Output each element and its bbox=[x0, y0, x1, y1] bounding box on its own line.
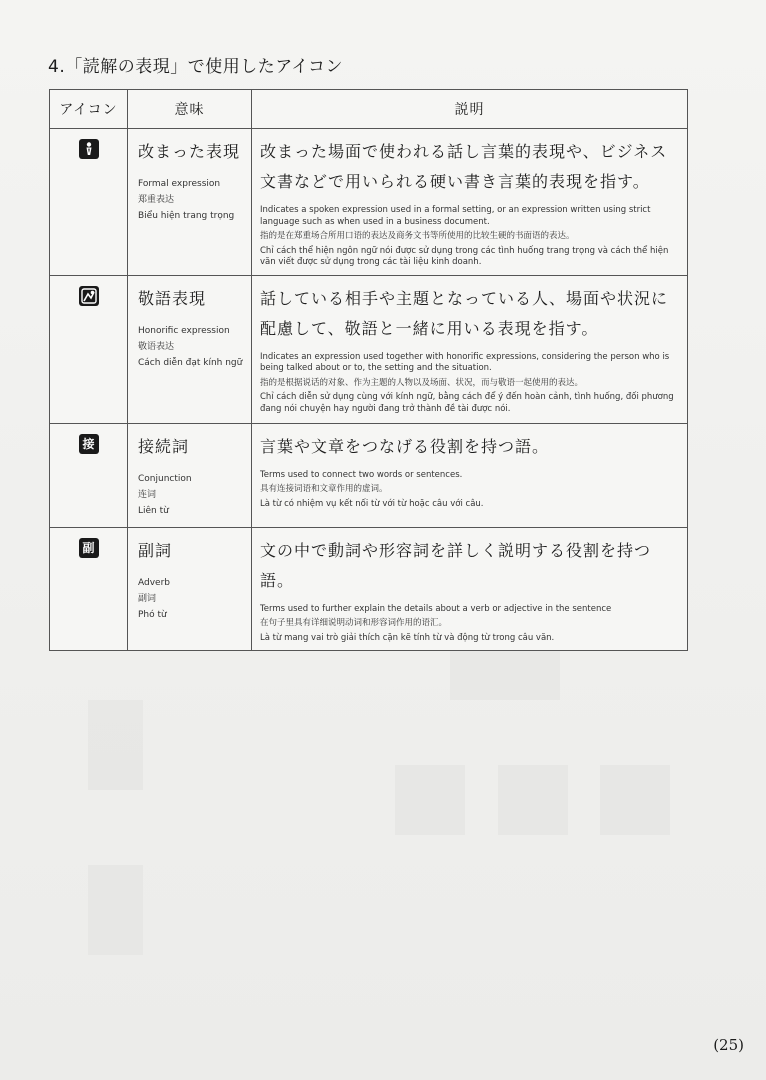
term-chinese: 郑重表达 bbox=[138, 195, 175, 205]
description-japanese: 文の中で動詞や形容詞を詳しく説明する役割を持つ語。 bbox=[260, 540, 652, 590]
term-vietnamese: Biểu hiện trang trọng bbox=[138, 211, 235, 221]
description-vietnamese: Chỉ cách diễn sử dụng cùng với kính ngữ, bằng cách để ý đến hoàn cảnh, tình huống, đối phương đang nói chuyện hay người đang trở thành đề tài được nói. bbox=[260, 392, 674, 414]
term-japanese: 改まった表現 bbox=[138, 142, 241, 161]
honorific-icon bbox=[79, 286, 99, 306]
formal-icon bbox=[79, 139, 99, 159]
term-cell bbox=[128, 129, 252, 276]
term-cell bbox=[128, 527, 252, 651]
table-row bbox=[50, 275, 688, 423]
description-cell bbox=[252, 527, 688, 651]
term-vietnamese: Cách diễn đạt kính ngữ bbox=[138, 357, 243, 368]
show-through-shape bbox=[88, 865, 143, 955]
description-chinese: 指的是根据说话的对象、作为主题的人物以及场面、状况，而与敬语一起使用的表达。 bbox=[260, 377, 584, 388]
description-vietnamese: Là từ mang vai trò giải thích cặn kẽ tính từ và động từ trong câu văn. bbox=[260, 632, 555, 643]
table-row bbox=[50, 129, 688, 276]
show-through-shape bbox=[88, 700, 143, 790]
icon-cell bbox=[50, 129, 128, 276]
term-vietnamese: Liên từ bbox=[138, 505, 169, 516]
show-through-shape bbox=[498, 765, 568, 835]
description-cell bbox=[252, 129, 688, 276]
header-icon: アイコン bbox=[50, 90, 128, 129]
description-english: Indicates a spoken expression used in a formal setting, or an expression written using strict language such as when used in a business document. bbox=[260, 205, 651, 227]
term-chinese: 副词 bbox=[138, 593, 157, 604]
description-japanese: 言葉や文章をつなげる役割を持つ語。 bbox=[260, 436, 550, 456]
term-english: Honorific expression bbox=[138, 325, 230, 336]
description-japanese: 話している相手や主題となっている人、場面や状況に配慮して、敬語と一緒に用いる表現を指す。 bbox=[260, 288, 669, 338]
icon-cell bbox=[50, 275, 128, 423]
term-english: Formal expression bbox=[138, 179, 221, 189]
term-cell bbox=[128, 423, 252, 527]
description-chinese: 具有连接词语和文章作用的虚词。 bbox=[260, 484, 388, 494]
term-vietnamese: Phó từ bbox=[138, 609, 167, 620]
table-row bbox=[50, 527, 688, 651]
header-meaning: 意味 bbox=[128, 90, 252, 129]
description-cell bbox=[252, 423, 688, 527]
section-heading: 4.「読解の表現」で使用したアイコン bbox=[48, 57, 344, 77]
term-english: Conjunction bbox=[138, 473, 192, 484]
term-chinese: 敬语表达 bbox=[138, 341, 175, 352]
page-number: (25) bbox=[713, 1036, 744, 1054]
show-through-shape bbox=[395, 765, 465, 835]
term-japanese: 接続詞 bbox=[138, 436, 190, 456]
term-japanese: 敬語表現 bbox=[138, 288, 207, 308]
icon-legend-table bbox=[49, 89, 688, 651]
description-chinese: 指的是在郑重场合所用口语的表达及商务文书等所使用的比较生硬的书面语的表达。 bbox=[260, 231, 575, 241]
description-vietnamese: Là từ có nhiệm vụ kết nối từ với từ hoặc câu với câu. bbox=[260, 498, 484, 509]
description-vietnamese: Chỉ cách thể hiện ngôn ngữ nói được sử dụng trong các tình huống trang trọng và cách thể hiện văn viết được sử dụng trong các tài liệu kinh doanh. bbox=[260, 245, 669, 267]
term-japanese: 副詞 bbox=[138, 540, 173, 560]
term-english: Adverb bbox=[138, 577, 170, 588]
show-through-shape bbox=[600, 765, 670, 835]
icon-cell bbox=[50, 527, 128, 651]
description-english: Indicates an expression used together with honorific expressions, considering the person who is being talked about or to, the setting and the situation. bbox=[260, 351, 670, 373]
adverb-icon: 副 bbox=[79, 538, 99, 558]
conjunction-icon: 接 bbox=[79, 434, 99, 454]
term-chinese: 连词 bbox=[138, 489, 157, 500]
description-english: Terms used to connect two words or sentences. bbox=[260, 469, 463, 480]
table-header-row bbox=[50, 90, 688, 129]
description-chinese: 在句子里具有详细说明动词和形容词作用的语汇。 bbox=[260, 618, 448, 628]
table-row bbox=[50, 423, 688, 527]
term-cell bbox=[128, 275, 252, 423]
description-cell bbox=[252, 275, 688, 423]
description-english: Terms used to further explain the details about a verb or adjective in the sentence bbox=[260, 603, 612, 614]
header-description: 説明 bbox=[252, 90, 688, 129]
description-japanese: 改まった場面で使われる話し言葉的表現や、ビジネス文書などで用いられる硬い書き言葉的表現を指す。 bbox=[260, 142, 668, 191]
icon-cell bbox=[50, 423, 128, 527]
